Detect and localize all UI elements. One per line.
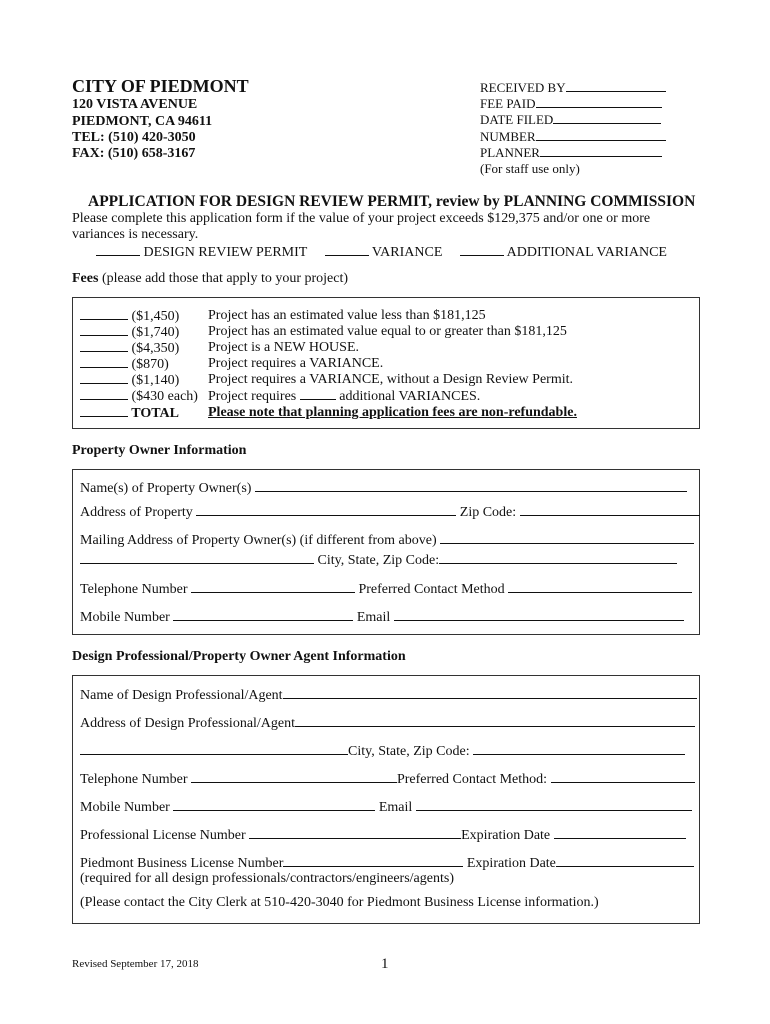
fee-row: ($430 each) [80,388,198,405]
fee-check[interactable] [80,324,128,336]
total-field[interactable] [80,405,128,417]
owner-section-title: Property Owner Information [72,443,247,458]
designer-mobile-row: Mobile Number Email [80,799,692,816]
additional-variance-check[interactable] [460,244,504,256]
owner-address-row: Address of Property Zip Code: [80,504,700,521]
staff-planner: PLANNER [480,145,666,161]
designer-city-row: City, State, Zip Code: [80,743,685,760]
fee-description: Project requires a VARIANCE. [208,356,384,371]
owner-email-field[interactable] [394,609,684,621]
fee-description: Project requires additional VARIANCES. [208,389,481,404]
staff-fee-paid: FEE PAID [480,96,666,112]
planner-field[interactable] [540,145,662,157]
fax: FAX: (510) 658-3167 [72,146,196,161]
city-name: CITY OF PIEDMONT [72,76,249,96]
staff-note: (For staff use only) [480,161,580,177]
designer-address-row: Address of Design Professional/Agent [80,715,695,732]
fee-description: Project requires a VARIANCE, without a Design Review Permit. [208,372,573,387]
fee-check[interactable] [80,356,128,368]
mailing-address-field[interactable] [440,532,694,544]
additional-variance-count-field[interactable] [300,388,336,400]
designer-address-cont-field[interactable] [80,743,348,755]
intro-line-1: Please complete this application form if the value of your project exceeds $129,375 and/or one or more [72,211,651,226]
owner-names-field[interactable] [255,480,687,492]
telephone: TEL: (510) 420-3050 [72,130,196,145]
designer-box [72,675,700,924]
fee-row: ($870) [80,356,169,373]
staff-use-block [480,80,666,177]
intro-line-2: variances is necessary. [72,227,199,242]
fee-row: ($1,740) [80,324,179,341]
designer-email-field[interactable] [416,799,692,811]
designer-preferred-contact-field[interactable] [551,771,695,783]
fee-row: ($1,450) [80,308,179,325]
designer-name-row: Name of Design Professional/Agent [80,687,697,704]
fees-box [72,297,700,429]
fee-check[interactable] [80,372,128,384]
designer-phone-row: Telephone Number Preferred Contact Method: [80,771,695,788]
designer-mobile-field[interactable] [173,799,375,811]
mailing-address-cont-field[interactable] [80,552,314,564]
owner-city-row: City, State, Zip Code: [80,552,677,569]
non-refundable-note: Please note that planning application fees are non-refundable. [208,405,577,420]
variance-check[interactable] [325,244,369,256]
designer-city-state-zip-field[interactable] [473,743,685,755]
address-line-2: PIEDMONT, CA 94611 [72,114,213,129]
owner-preferred-contact-field[interactable] [508,581,692,593]
owner-phone-row: Telephone Number Preferred Contact Method [80,581,692,598]
permit-type-options [96,244,667,261]
received-by-field[interactable] [566,80,666,92]
staff-received-by: RECEIVED BY [480,80,666,96]
designer-section-title: Design Professional/Property Owner Agent Information [72,649,406,664]
fee-check[interactable] [80,340,128,352]
owner-box [72,469,700,635]
designer-telephone-field[interactable] [191,771,397,783]
designer-name-field[interactable] [283,687,697,699]
fee-check[interactable] [80,388,128,400]
designer-address-field[interactable] [295,715,695,727]
design-review-option-label: DESIGN REVIEW PERMIT [143,245,308,260]
revised-date: Revised September 17, 2018 [72,958,199,970]
mailing-city-state-zip-field[interactable] [439,552,677,564]
date-filed-field[interactable] [553,112,661,124]
license-expiration-field[interactable] [554,827,686,839]
additional-variance-option-label: ADDITIONAL VARIANCE [506,245,667,260]
business-license-field[interactable] [283,855,463,867]
required-note: (required for all design professionals/contractors/engineers/agents) [80,871,454,886]
fee-check[interactable] [80,308,128,320]
application-title: APPLICATION FOR DESIGN REVIEW PERMIT, review by PLANNING COMMISSION [88,193,696,210]
fee-total-row: TOTAL [80,405,179,422]
property-address-field[interactable] [196,504,456,516]
business-license-expiration-field[interactable] [556,855,694,867]
fee-description: Project is a NEW HOUSE. [208,340,359,355]
designer-business-license-row: Piedmont Business License Number Expiration Date [80,855,694,872]
address-line-1: 120 VISTA AVENUE [72,97,198,112]
fee-row: ($4,350) [80,340,179,357]
owner-names-row: Name(s) of Property Owner(s) [80,480,687,497]
owner-telephone-field[interactable] [191,581,355,593]
business-license-contact-note: (Please contact the City Clerk at 510-420-3040 for Piedmont Business License information.) [80,895,599,910]
owner-mailing-row: Mailing Address of Property Owner(s) (if different from above) [80,532,694,549]
professional-license-field[interactable] [249,827,461,839]
variance-option-label: VARIANCE [371,245,443,260]
owner-mobile-row: Mobile Number Email [80,609,684,626]
page-number: 1 [381,956,389,972]
number-field[interactable] [536,129,666,141]
fee-description: Project has an estimated value less than $181,125 [208,308,486,323]
fee-row: ($1,140) [80,372,179,389]
property-zip-field[interactable] [520,504,700,516]
fee-description: Project has an estimated value equal to or greater than $181,125 [208,324,567,339]
staff-date-filed: DATE FILED [480,112,666,128]
designer-license-row: Professional License Number Expiration Date [80,827,686,844]
fees-heading: Fees (please add those that apply to your project) [72,271,349,286]
design-review-check[interactable] [96,244,140,256]
staff-number: NUMBER [480,129,666,145]
fee-paid-field[interactable] [536,96,662,108]
owner-mobile-field[interactable] [173,609,353,621]
